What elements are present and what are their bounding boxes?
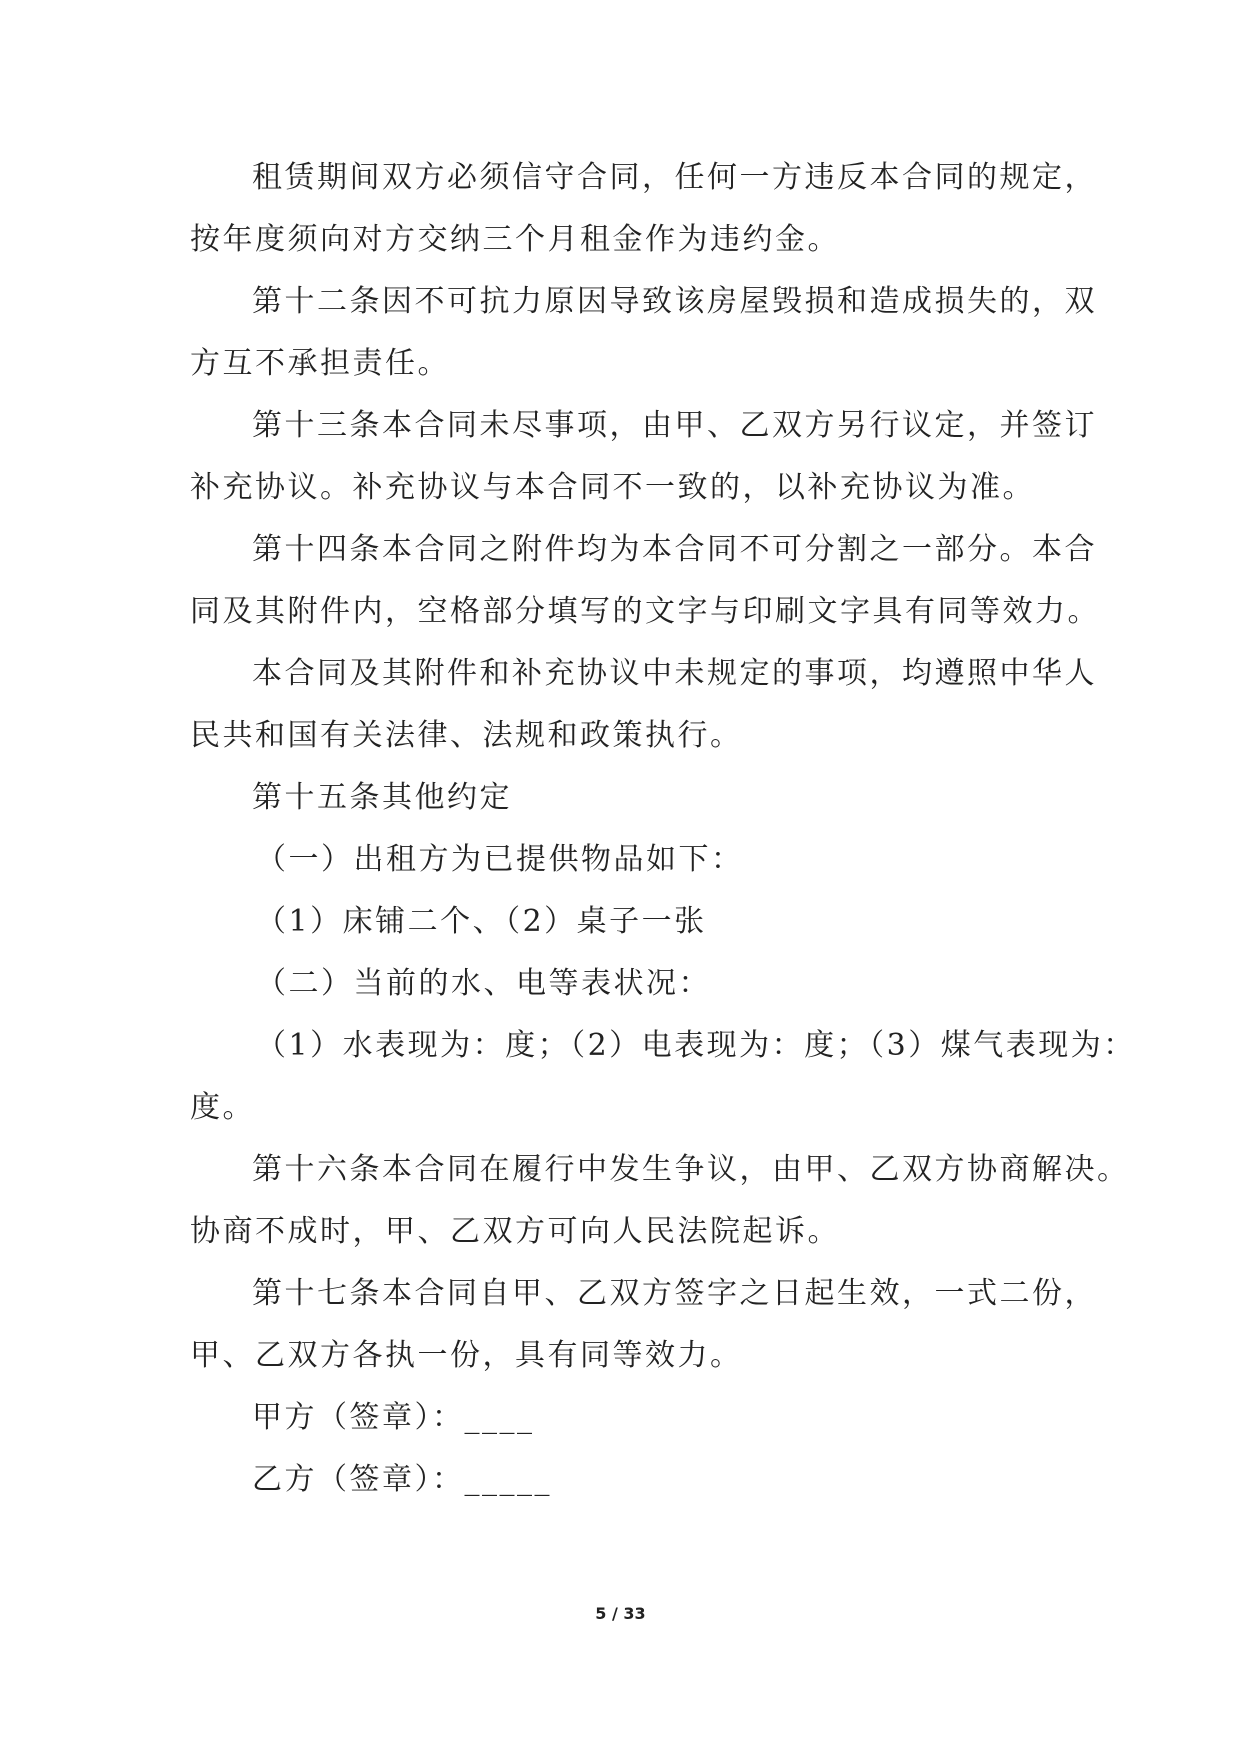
paragraph-line: 租赁期间双方必须信守合同，任何一方违反本合同的规定， bbox=[252, 160, 1097, 195]
paragraph-line: 第十七条本合同自甲、乙双方签字之日起生效，一式二份， bbox=[252, 1276, 1097, 1311]
paragraph-line: 第十五条其他约定 bbox=[252, 780, 512, 815]
paragraph-line: 同及其附件内，空格部分填写的文字与印刷文字具有同等效力。 bbox=[190, 594, 1100, 629]
paragraph-line: （1）水表现为：度；（2）电表现为：度；（3）煤气表现为： bbox=[256, 1028, 1136, 1063]
paragraph-line: 甲、乙双方各执一份，具有同等效力。 bbox=[190, 1338, 743, 1373]
document-body bbox=[190, 160, 1136, 1524]
party-b-signature-line: 乙方（签章）：_____ bbox=[252, 1462, 552, 1497]
paragraph-line: （1）床铺二个、（2）桌子一张 bbox=[256, 904, 707, 939]
paragraph-line: 第十四条本合同之附件均为本合同不可分割之一部分。本合 bbox=[252, 532, 1097, 567]
page-number: 5 / 33 bbox=[595, 1604, 646, 1623]
paragraph-line: 第十六条本合同在履行中发生争议，由甲、乙双方协商解决。 bbox=[252, 1152, 1130, 1187]
paragraph-line: 度。 bbox=[190, 1090, 255, 1125]
paragraph-line: 第十三条本合同未尽事项，由甲、乙双方另行议定，并签订 bbox=[252, 408, 1097, 443]
paragraph-line: （二）当前的水、电等表状况： bbox=[256, 966, 711, 1001]
paragraph-line: （一）出租方为已提供物品如下： bbox=[256, 842, 744, 877]
paragraph-line: 方互不承担责任。 bbox=[190, 346, 450, 381]
paragraph-line: 补充协议。补充协议与本合同不一致的，以补充协议为准。 bbox=[190, 470, 1035, 505]
paragraph-line: 本合同及其附件和补充协议中未规定的事项，均遵照中华人 bbox=[252, 656, 1097, 691]
paragraph-line: 民共和国有关法律、法规和政策执行。 bbox=[190, 718, 743, 753]
paragraph-line: 按年度须向对方交纳三个月租金作为违约金。 bbox=[190, 222, 840, 257]
paragraph-line: 协商不成时，甲、乙双方可向人民法院起诉。 bbox=[190, 1214, 840, 1249]
paragraph-line: 第十二条因不可抗力原因导致该房屋毁损和造成损失的，双 bbox=[252, 284, 1097, 319]
party-a-signature-line: 甲方（签章）：____ bbox=[252, 1400, 535, 1435]
